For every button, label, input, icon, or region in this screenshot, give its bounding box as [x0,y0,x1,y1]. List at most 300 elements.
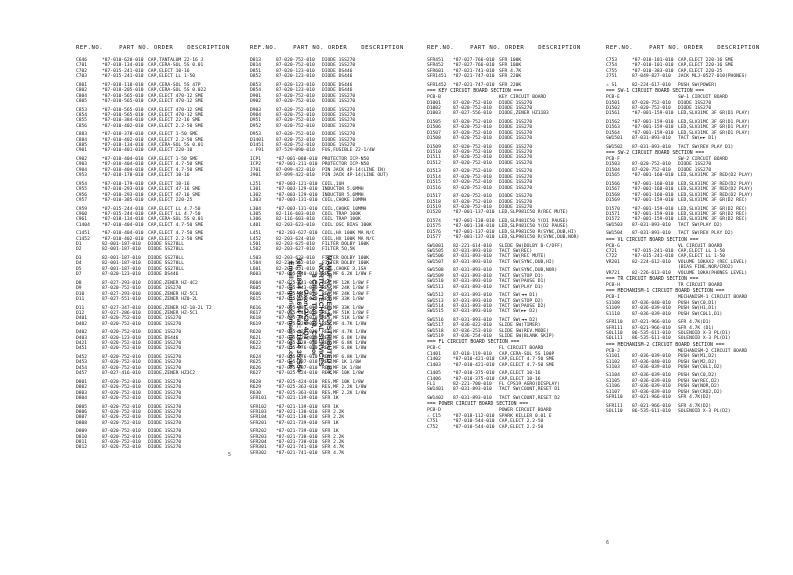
part-no: *87-015-241-010 [102,74,144,80]
part-no: 82-203-627-010 [276,247,315,253]
ref-no: SFR451 [427,58,444,63]
description: DIODE 1SS270 [499,185,533,191]
part-no: *87-025-363-010 [276,390,318,396]
part-row [250,173,438,178]
ref-no: D1517 [427,194,441,200]
column-header [76,45,230,51]
ref-no: D1564 [606,130,620,136]
part-row [606,198,793,203]
part-no: *87-010-375-010 [453,371,495,377]
ref-no: SW1513 [427,298,444,304]
ref-no: PCB-G [606,243,620,249]
description: SLIDE SW(REV.MODE) [499,328,549,334]
ref-no: L502 [250,247,262,253]
part-no: 87-036-039-010 [632,311,671,317]
description: CAP,CERA-SOL 5S 0.022 [148,88,207,94]
part-row [606,136,793,141]
part-no: 87-020-752-010 [276,63,315,69]
description: COIL TRAP 100K [322,211,361,217]
ref-no: D1571 [606,211,620,217]
part-no: 82-203-623-010 [276,222,315,228]
part-row [427,387,615,392]
part-no: 86-535-611-010 [632,330,671,336]
part-row [427,309,615,314]
ref-no: C957 [76,197,88,203]
description: DIODE,ZENER HZ3C2 [148,371,196,377]
description: LED,SLV31MC 3F GR(D1 PLAY) [678,130,750,136]
part-no: *87-001-138-010 [453,224,495,230]
description: CAP,ELECT 1-50 SME [148,132,198,138]
ref-no: D402 [76,321,88,327]
ref-no: SFR301 [250,445,267,451]
ref-no: D1 [76,242,82,248]
part-no: 87-031-893-010 [453,387,492,393]
ref-no: D1516 [427,185,441,191]
part-no: 87-021-966-010 [632,320,671,326]
part-no: 87-020-752-010 [276,93,315,99]
ref-no: SW1519 [427,334,444,340]
ref-no: D1509 [427,144,441,150]
ref-no: D1562 [606,119,620,125]
ref-no: ⚠ C15 [427,413,441,419]
ref-no: D1504 [606,167,620,173]
part-no: 82-203-651-010 [276,266,315,272]
part-no: 87-031-893-010 [632,222,671,228]
part-no: *87-010-544-010 [453,419,495,425]
ref-no: D1401 [250,137,264,143]
part-no: 87-020-752-010 [102,365,141,371]
ref-no: C753 [606,58,618,63]
ref-no: SW1501 [606,136,623,142]
part-no: *87-025-324-010 [276,321,318,327]
ref-no: D1511 [427,155,441,161]
description: DIODE DS446 [322,74,353,80]
part-no: *87-001-159-010 [632,125,674,131]
ref-no: SW1514 [427,303,444,309]
ref-no: SW1505 [427,249,444,255]
part-no: *87-021-747-010 [453,74,495,80]
ref-no: R618 [250,316,262,322]
ref-no: D1001 [427,100,441,106]
ref-no: D809 [76,429,88,435]
description: DIODE 1SS270 [148,316,182,322]
ref-no: D3 [76,256,82,261]
description: CAP,ELECT 2.2-50 SME [148,236,204,242]
description: LED,SLV31MC 3F GR(D2 REC) [678,217,748,223]
part-row [427,425,615,430]
description: FL CPS19 AGRO(DISPLAY) [499,381,560,387]
part-no: *87-018-134-010 [102,63,144,69]
part-no: 82-001-187-010 [102,256,141,261]
description: SFR 220K [499,74,522,80]
ref-no: D1574 [427,218,441,224]
description: COIL,CHOKE 10MMH [322,206,367,212]
ref-no: D810 [76,434,88,440]
description: DIODE 1SS270 [678,105,712,111]
part-row [250,198,438,203]
description: TACT SW(SYNC,DUB,NOR) [499,268,558,274]
header-desc: DESCRIPTION [187,45,230,51]
ref-no: SFR1451 [427,74,447,80]
part-no: 87-020-752-010 [102,355,141,360]
description: RES,MF 6.8K 1/8W [322,341,367,347]
part-no: *87-025-444-010 [276,310,318,316]
ref-no: D1575 [427,224,441,230]
description: RES,MF 2.2K 1/8W [322,390,367,396]
part-row [427,136,615,141]
ref-no: SFR203 [250,434,267,440]
description: DIODE 1SS270 [322,137,356,143]
description: PIN JACK 4P-14(LINE OUT) [322,173,389,179]
ref-no: D1512 [427,160,441,166]
ref-no: D1568 [606,192,620,198]
ref-no: SW1517 [427,323,444,329]
part-no: *87-010-402-010 [102,123,144,129]
part-no: *87-003-129-010 [276,187,318,193]
part-no: *87-001-159-010 [632,130,674,136]
description: DIODE 1SS270 [499,125,533,131]
ref-no: D11 [76,296,85,302]
ref-no: VR721 [606,270,620,276]
ref-no: SFR102 [250,404,267,410]
description: INDUCTOR 5.6MMH [322,187,364,193]
description: SFR 100K [499,58,522,63]
part-row [76,124,264,129]
ref-no: D1507 [427,130,441,136]
part-no: 82-203-625-010 [276,242,315,248]
part-no: *87-025-439-010 [276,305,318,311]
part-no: 87-036-039-010 [632,364,671,370]
ref-no: C854 [76,112,88,118]
ref-no: C902 [76,157,88,162]
description: DIODE 1SS270 [322,107,356,113]
part-no: *87-018-118-010 [102,82,144,88]
part-no: 82-001-187-010 [102,261,141,267]
part-no: 87-099-422-010 [276,167,315,173]
part-no: 82-224-512-010 [276,261,315,267]
part-row [250,74,438,79]
part-no: *87-003-129-010 [276,192,318,198]
part-no: 87-031-893-010 [453,273,492,279]
description: CAP,ELECT 470-12 SME [148,107,204,113]
ref-no: D1513 [427,169,441,175]
part-no: 87-020-752-010 [453,150,492,156]
part-no: 87-027-556-010 [453,111,492,117]
part-row [606,231,793,236]
ref-no: D1563 [606,125,620,131]
page-number-left: 5 [228,452,232,458]
part-no: 87-020-752-010 [102,385,141,391]
part-no: 87-020-752-010 [453,105,492,111]
description: DIODE 1SS270 [499,155,533,161]
description: TACT SW(REC MUTE) [499,254,547,260]
part-no: 87-020-752-010 [453,155,492,161]
part-no: 87-031-893-010 [453,395,492,401]
part-no: *87-003-131-010 [276,197,318,203]
ref-no: D953 [250,132,262,138]
part-no: 87-020-752-010 [632,167,671,173]
description: TACT SW(COUNT,RESET D2 [499,395,560,401]
part-no: *87-010-620-010 [102,58,144,63]
ref-no: D1570 [606,206,620,212]
part-row [427,74,615,79]
ref-no: SFR1452 [427,82,447,88]
description: DIODE 1SS270 [499,174,533,180]
part-row [427,235,615,240]
ref-no: D1515 [427,180,441,186]
ref-no: D801 [76,379,88,385]
ref-no: S1110 [606,311,620,317]
ref-no: R624 [250,355,262,360]
part-no: 87-020-752-010 [276,137,315,143]
description: TACT SW(PLAY D1) [499,284,544,290]
ref-no: S1102 [606,359,620,365]
description: LED,SLV31MC 3F GR(D1 PLAY) [678,125,750,131]
header-part: PART NO. ORDER [470,45,525,51]
description: FILTER DOLBY 100K [322,242,370,248]
part-no: *87-001-159-010 [632,211,674,217]
part-no: *87-027-766-010 [453,58,495,63]
ref-no: D804 [76,395,88,401]
header-part: PART NO. ORDER [649,45,704,51]
ref-no: D1518 [427,199,441,205]
part-no: 87-020-752-010 [453,125,492,131]
description: DIODE 1SS270 [148,341,182,347]
ref-no: PCB-I [606,295,620,301]
part-no: 87-020-123-010 [276,82,315,88]
part-no: *87-001-159-010 [632,206,674,212]
description: TACT SW(◄◄ D1) [499,293,538,299]
ref-no: L503 [250,256,262,261]
description: MECHANISM-2 CIRCUIT BOARD [678,348,748,354]
ref-no: D2 [76,247,82,253]
stamp-line: Email: enquiries@mauritron.co.uk [287,261,295,369]
ref-no: SFR204 [250,440,267,446]
description: PUSH SW(C0,D1) [678,300,717,306]
part-no: 87-031-893-010 [453,293,492,299]
part-row [76,396,264,401]
ref-no: L306 [250,217,262,223]
ref-no: SFR110 [606,395,623,401]
description: COIL,1UH [322,181,345,187]
header-part: PART NO. ORDER [119,45,174,51]
part-no: 87-020-752-010 [102,415,141,421]
ref-no: C1402 [427,357,441,363]
part-no: 87-031-893-010 [632,136,671,142]
ref-no: R627 [250,371,262,377]
description: CAP,ELECT 220-25 [148,197,193,203]
ref-no: PCB-B [427,95,441,101]
ref-no: S1108 [606,300,620,306]
ref-no: SFR452 [427,63,444,69]
part-no: 82-221-700-010 [453,381,492,387]
ref-no: C956 [76,192,88,198]
part-no: *87-021-739-010 [276,429,318,435]
part-no: *87-010-404-010 [102,157,144,162]
part-no: 87-020-752-010 [276,112,315,118]
description: CAP,ELECT 22-16 SME [148,118,201,124]
part-no: *87-021-738-010 [276,440,318,446]
part-row [606,111,793,116]
ref-no: L303 [250,197,262,203]
header-ref: REF.NO. [606,45,634,51]
part-no: 82-224-617-010 [632,82,671,88]
ref-no: C722 [606,254,618,260]
description: CAP,ELECT 10-16 [499,371,541,377]
part-no: *87-015-244-010 [102,206,144,212]
part-no: *87-001-160-010 [632,181,674,187]
description: FILTER DOLBY 100K [322,256,370,261]
description: RES,MF 4.7K 1/8W [322,330,367,336]
ref-no: D808 [76,420,88,426]
description: FILTER 5Q,5K [322,247,356,253]
part-no: 82-226-613-010 [632,270,671,276]
ref-no: C961 [76,217,88,223]
ref-no: C853 [76,107,88,113]
ref-no: J701 [250,167,262,173]
part-no: *87-001-160-010 [632,173,674,179]
part-no: 87-020-752-010 [102,395,141,401]
ref-no: SFR202 [250,429,267,435]
description: SFR 1K [322,404,339,410]
description: KEY CIRCUIT BOARD [499,95,547,101]
part-no: *87-010-421-010 [453,362,495,368]
part-row [76,198,264,203]
ref-no: D1520 [427,210,441,216]
ref-no: R628 [250,379,262,385]
description: TR CIRCUIT BOARD [678,283,723,289]
ref-no: SW1509 [427,273,444,279]
description: SFR 4.7K [322,450,345,456]
parts-column-2 [250,58,438,456]
part-no: *87-015-244-010 [102,211,144,217]
part-no: 87-020-752-010 [453,119,492,125]
part-no: *87-025-328-010 [276,335,318,341]
part-no: *87-027-766-010 [453,63,495,69]
part-no: *87-021-138-010 [276,415,318,421]
part-no: 87-020-752-010 [453,169,492,175]
description: DIODE 1SS270 [148,365,182,371]
part-no: 87-027-293-010 [102,280,141,286]
description: PROTECTOR ICP-N50 [322,162,370,168]
part-no: *87-025-424-010 [276,379,318,385]
ref-no: S1107 [606,389,620,395]
description: DIODE 1SS270 [148,360,182,366]
description: CAP,ELECT 4.7-50 SME [148,162,204,168]
ref-no: C805 [76,98,88,104]
description: CAP,ELECT 470-12 SME [148,98,204,104]
ref-no: C855 [76,118,88,124]
ref-no: S1103 [606,364,620,370]
part-no: 87-020-123-010 [276,74,315,80]
description: CAP,ELECT 4.7-50 SME [148,231,204,237]
ref-no: L451 [250,231,262,237]
ref-no: S1101 [606,354,620,360]
ref-no: R616 [250,305,262,311]
part-no: 87-027-347-010 [102,305,141,311]
part-no: 87-018-119-010 [453,351,492,357]
description: DIODE 1SS270 [322,93,356,99]
part-row [250,346,438,351]
description: CAP,ELECT 470-12 SME [148,93,204,99]
part-no: *87-001-160-010 [632,187,674,193]
ref-no: SW1506 [427,254,444,260]
ref-no: L301 [250,187,262,193]
part-row [606,409,793,414]
part-no: *87-025-441-010 [276,280,318,286]
part-no: *87-010-375-010 [453,376,495,382]
ref-no: D11 [76,305,85,311]
part-no: *87-021-741-010 [276,445,318,451]
part-no: 87-020-752-010 [102,316,141,322]
part-row [250,148,438,153]
part-no: *87-010-565-010 [102,98,144,104]
part-no: 87-020-752-010 [102,409,141,415]
description: CAP,CERA-SOL 5S 0.01 [148,63,204,69]
description: PUSH SW(REC,D2) [678,378,720,384]
part-no: 87-020-752-010 [453,144,492,150]
description: PUSH SW(POWER) [678,82,717,88]
ref-no: PCB-C [427,346,441,352]
part-no: *87-001-088-010 [276,157,318,162]
description: CAP,ELECT 47-16 SME [148,187,201,193]
ref-no: R605 [250,286,262,292]
ref-no: D904 [250,112,262,118]
description: CAP,ELECT LL 1-50 [678,254,726,260]
ref-no: L504 [250,261,262,267]
part-row [427,186,615,191]
ref-no: D1506 [427,125,441,131]
description: DIODE 1SS270 [499,169,533,175]
description: DIODE DS446 [322,88,353,94]
description: SFR 4.7K(D2) [678,395,712,401]
part-no: 87-020-752-010 [453,199,492,205]
description: COIL,HX 100K MA N/C [322,236,375,242]
ref-no: R619 [250,321,262,327]
part-no: *87-018-134-010 [102,217,144,223]
ref-no: PCB-D [427,408,441,414]
description: DIODE 1SS270 [322,63,356,69]
description: CAP,ELECT 2.2-50 SME [148,123,204,129]
ref-no: SW1502 [606,144,623,150]
part-no: 87-020-752-010 [102,445,141,451]
description: LED,SLP981C50 R(SYNC,DUB,HI) [499,229,577,235]
ref-no: D952 [250,123,262,129]
description: DIODE 1SS270 [148,404,182,410]
part-no: *87-010-404-010 [102,162,144,168]
description: JACK MLJ-0527-010(PHONES) [678,74,748,80]
description: SFR 2.2K [322,409,345,415]
description: LED,SLV31MC 3F GR(D2 REC) [678,206,748,212]
description: CAP,ELECT 10-16 [499,376,541,382]
ref-no: S1109 [606,306,620,312]
part-row [606,74,793,79]
part-no: 87-020-752-010 [453,130,492,136]
description: RES,MF 4.7K 1/8W [322,321,367,327]
ref-no: SW1511 [427,284,444,290]
part-no: *87-021-741-010 [276,450,318,456]
description: LED,SLP981C50 R(REC MUTE) [499,210,569,216]
description: DIODE,ZENER HZ0-2L [148,296,198,302]
ref-no: D902 [250,98,262,104]
part-no: *87-001-211-010 [276,162,318,168]
description: RES,MF 12K 1/8W F [322,280,370,286]
ref-no: C801 [76,82,88,88]
part-row [606,365,793,370]
ref-no: L305 [250,211,262,217]
description: CAP,ELECT 2.2-50 [499,419,544,425]
ref-no: SW1516 [427,317,444,323]
